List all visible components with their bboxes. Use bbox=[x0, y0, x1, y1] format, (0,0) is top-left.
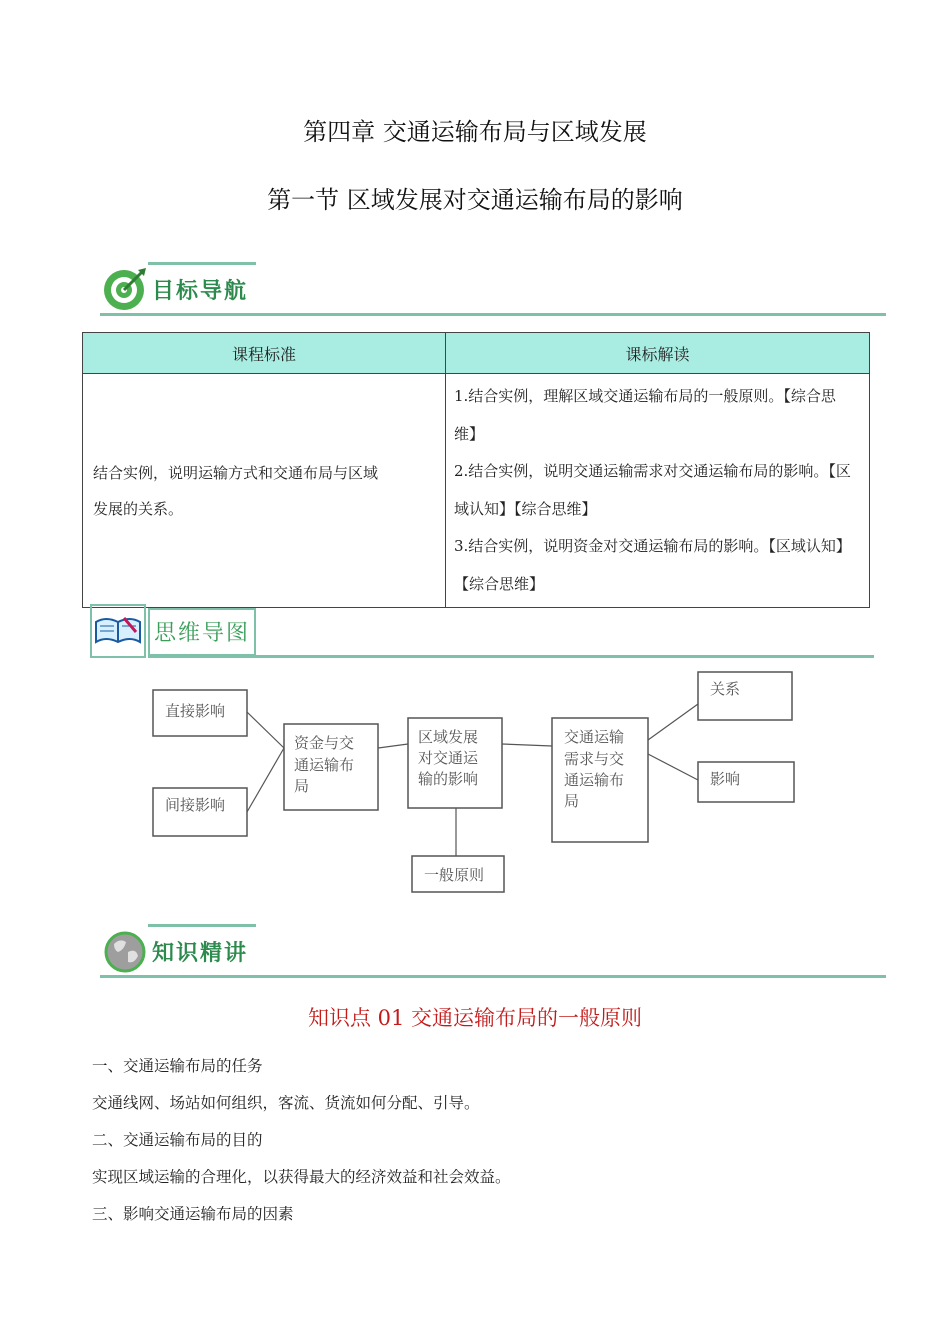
paragraph: 一、交通运输布局的任务 bbox=[92, 1057, 263, 1075]
interpretation-line: 【综合思维】 bbox=[454, 574, 545, 593]
chapter-title: 第四章 交通运输布局与区域发展 bbox=[303, 118, 647, 146]
section-label-knowledge: 知识精讲 bbox=[152, 941, 249, 966]
standard-line: 结合实例，说明运输方式和交通布局与区域 bbox=[93, 463, 379, 482]
label-influence: 影响 bbox=[710, 770, 741, 788]
interpretation-line: 3.结合实例，说明资金对交通运输布局的影响。【区域认知】 bbox=[454, 537, 851, 555]
section-title: 第一节 区域发展对交通运输布局的影响 bbox=[267, 186, 683, 214]
label-demand-4: 局 bbox=[564, 792, 580, 810]
label-center-3: 输的影响 bbox=[418, 770, 479, 788]
interpretation-line: 1.结合实例，理解区域交通运输布局的一般原则。【综合思 bbox=[454, 387, 836, 405]
table-header-row bbox=[83, 333, 870, 374]
paragraph: 交通线网、场站如何组织，客流、货流如何分配、引导。 bbox=[92, 1094, 480, 1112]
paragraph: 三、影响交通运输布局的因素 bbox=[92, 1205, 294, 1223]
label-indirect-influence: 间接影响 bbox=[165, 796, 226, 814]
paragraph: 实现区域运输的合理化，以获得最大的经济效益和社会效益。 bbox=[92, 1168, 511, 1186]
table-row bbox=[83, 374, 870, 608]
knowledge-point-title: 知识点 01 交通运输布局的一般原则 bbox=[307, 1006, 643, 1030]
label-direct-influence: 直接影响 bbox=[165, 702, 226, 720]
label-center-2: 对交通运 bbox=[418, 749, 479, 767]
label-capital-1: 资金与交 bbox=[294, 734, 355, 752]
paragraph: 二、交通运输布局的目的 bbox=[92, 1131, 263, 1149]
interpretation-cell bbox=[446, 374, 870, 608]
label-demand-2: 需求与交 bbox=[564, 750, 625, 768]
notebook-icon bbox=[94, 612, 142, 652]
label-demand-1: 交通运输 bbox=[564, 728, 625, 746]
standard-line: 发展的关系。 bbox=[93, 499, 184, 518]
interpretation-line: 维】 bbox=[454, 424, 485, 443]
label-demand-3: 通运输布 bbox=[564, 771, 625, 789]
interpretation-line: 域认知】【综合思维】 bbox=[454, 499, 597, 518]
mind-map-diagram bbox=[140, 664, 810, 900]
label-general-principle: 一般原则 bbox=[424, 866, 485, 884]
label-relation: 关系 bbox=[710, 680, 741, 698]
standards-table bbox=[82, 332, 870, 608]
section-header-knowledge bbox=[100, 924, 886, 978]
globe-icon bbox=[102, 928, 148, 974]
header-course-standard: 课程标准 bbox=[83, 333, 446, 374]
interpretation-line: 2.结合实例，说明交通运输需求对交通运输布局的影响。【区 bbox=[454, 462, 851, 480]
section-header-target bbox=[100, 262, 886, 316]
header-standard-interpretation: 课标解读 bbox=[446, 333, 870, 374]
standard-cell bbox=[83, 374, 446, 608]
section-label-target: 目标导航 bbox=[152, 279, 249, 304]
section-label-mindmap: 思维导图 bbox=[154, 621, 251, 646]
label-capital-2: 通运输布 bbox=[294, 756, 355, 774]
section-header-mindmap bbox=[90, 604, 874, 660]
target-icon bbox=[102, 266, 148, 312]
label-capital-3: 局 bbox=[294, 777, 310, 795]
label-center-1: 区域发展 bbox=[418, 728, 479, 746]
